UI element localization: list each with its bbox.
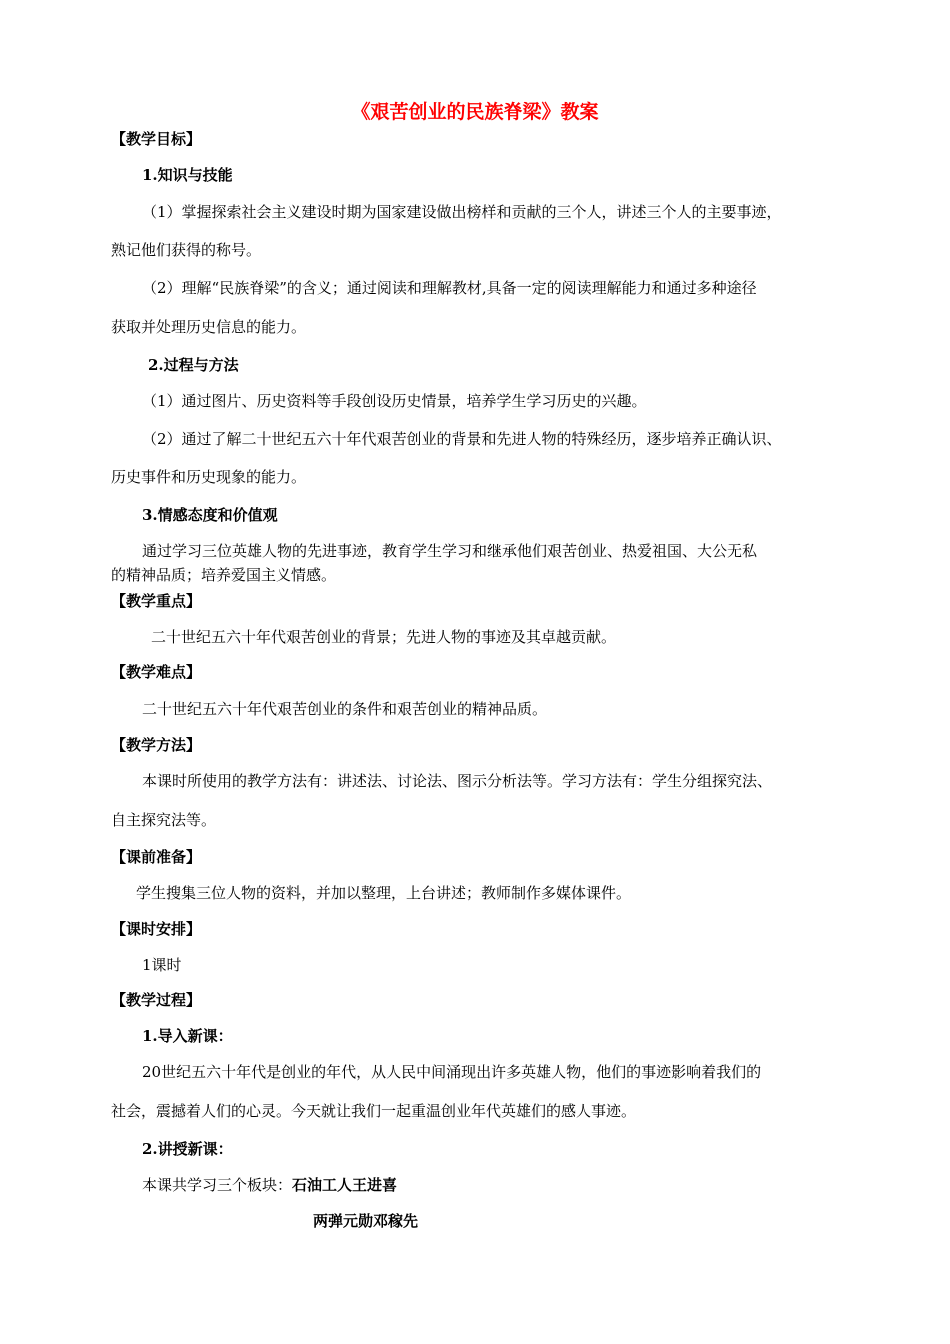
subheading-new-lesson: 2.讲授新课： [142,1140,233,1158]
paragraph-schedule: 1课时 [142,956,182,974]
paragraph-process-1: （1）通过图片、历史资料等手段创设历史情景，培养学生学习历史的兴趣。 [142,392,647,410]
heading-preparation: 【课前准备】 [111,848,202,866]
blocks-prefix: 本课共学习三个板块： [142,1176,293,1194]
heading-teaching-procedure: 【教学过程】 [111,991,202,1009]
heading-key-points: 【教学重点】 [111,592,202,610]
paragraph-preparation: 学生搜集三位人物的资料，并加以整理，上台讲述；教师制作多媒体课件。 [136,884,632,902]
paragraph-introduction-line-1: 20世纪五六十年代是创业的年代，从人民中间涌现出许多英雄人物，他们的事迹影响着我们的 [142,1063,762,1081]
paragraph-knowledge-2-line-2: 获取并处理历史信息的能力。 [111,318,307,336]
heading-teaching-methods: 【教学方法】 [111,736,202,754]
heading-schedule: 【课时安排】 [111,920,202,938]
subheading-introduction: 1.导入新课： [142,1027,233,1045]
subheading-knowledge-skills: 1.知识与技能 [142,166,233,184]
paragraph-methods-line-1: 本课时所使用的教学方法有：讲述法、讨论法、图示分析法等。学习方法有：学生分组探究法、 [142,772,773,790]
subheading-emotion-values: 3.情感态度和价值观 [142,506,278,524]
paragraph-key-points: 二十世纪五六十年代艰苦创业的背景；先进人物的事迹及其卓越贡献。 [151,628,617,646]
block-item-1: 石油工人王进喜 [292,1176,398,1194]
paragraph-knowledge-1-line-2: 熟记他们获得的称号。 [111,241,262,259]
paragraph-emotion-line-1: 通过学习三位英雄人物的先进事迹，教育学生学习和继承他们艰苦创业、热爱祖国、大公无私 [142,542,758,560]
paragraph-process-2-line-2: 历史事件和历史现象的能力。 [111,468,307,486]
document-title: 《艰苦创业的民族脊梁》教案 [351,101,599,123]
paragraph-emotion-line-2: 的精神品质；培养爱国主义情感。 [111,566,337,584]
paragraph-process-2-line-1: （2）通过了解二十世纪五六十年代艰苦创业的背景和先进人物的特殊经历，逐步培养正确认识、 [142,430,782,448]
paragraph-difficulties: 二十世纪五六十年代艰苦创业的条件和艰苦创业的精神品质。 [142,700,548,718]
paragraph-introduction-line-2: 社会，震撼着人们的心灵。今天就让我们一起重温创业年代英雄们的感人事迹。 [111,1102,637,1120]
paragraph-blocks [142,1175,397,1195]
paragraph-knowledge-2-line-1: （2）理解“民族脊梁”的含义；通过阅读和理解教材,具备一定的阅读理解能力和通过多种途径 [142,279,757,297]
heading-teaching-goals: 【教学目标】 [111,130,202,148]
heading-difficulties: 【教学难点】 [111,663,202,681]
subheading-process-methods: 2.过程与方法 [148,356,239,374]
paragraph-knowledge-1-line-1: （1）掌握探索社会主义建设时期为国家建设做出榜样和贡献的三个人，讲述三个人的主要事迹， [142,203,782,221]
paragraph-methods-line-2: 自主探究法等。 [111,811,217,829]
block-item-2: 两弹元勋邓稼先 [313,1212,419,1230]
